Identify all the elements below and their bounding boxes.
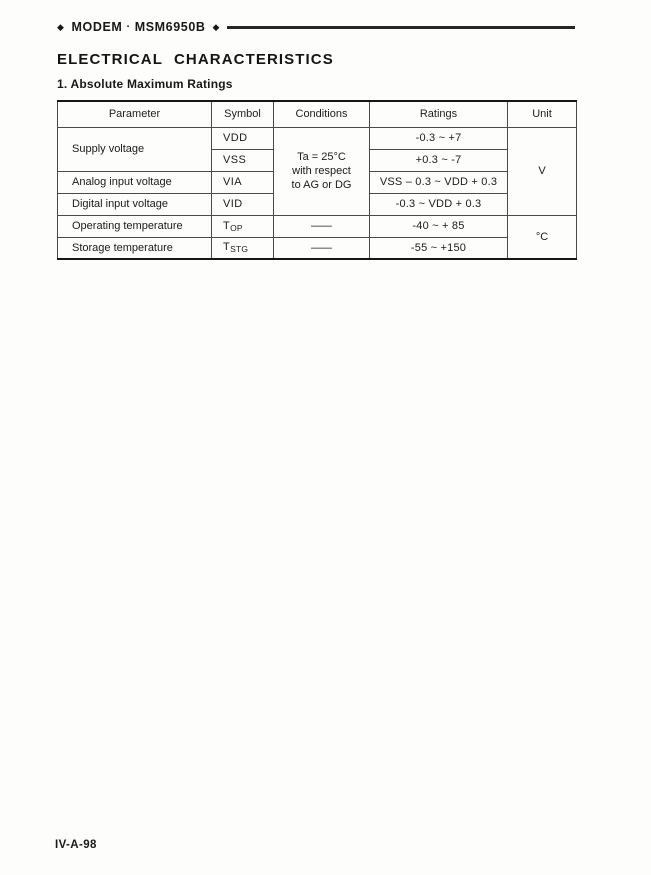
cell-symbol bbox=[212, 149, 274, 171]
symbol-subscript: STG bbox=[230, 244, 249, 255]
cell-rating: -0.3 ~ VDD + 0.3 bbox=[370, 193, 508, 215]
cell-rating: VSS – 0.3 ~ VDD + 0.3 bbox=[370, 171, 508, 193]
cell-rating: +0.3 ~ -7 bbox=[370, 149, 508, 171]
conditions-line: Ta = 25°C bbox=[297, 151, 346, 163]
page-title: ELECTRICAL CHARACTERISTICS bbox=[57, 51, 334, 68]
col-header-conditions: Conditions bbox=[274, 101, 370, 127]
cell-parameter: Storage temperature bbox=[58, 237, 212, 259]
cell-symbol bbox=[212, 215, 274, 237]
section-heading: 1. Absolute Maximum Ratings bbox=[57, 77, 233, 91]
table-row bbox=[58, 215, 577, 237]
col-header-unit: Unit bbox=[508, 101, 577, 127]
symbol-base: T bbox=[223, 219, 231, 232]
diamond-icon: ◆ bbox=[57, 22, 65, 32]
cell-parameter: Supply voltage bbox=[58, 127, 212, 171]
em-dash: — bbox=[311, 241, 332, 254]
col-header-symbol: Symbol bbox=[212, 101, 274, 127]
page-header bbox=[57, 20, 575, 34]
abs-max-ratings-table bbox=[57, 100, 577, 260]
cell-rating: -55 ~ +150 bbox=[370, 237, 508, 259]
cell-conditions bbox=[274, 127, 370, 215]
product-family: MODEM bbox=[71, 20, 123, 34]
symbol-subscript: OP bbox=[230, 222, 243, 233]
table-row bbox=[58, 127, 577, 149]
symbol-base: VID bbox=[223, 197, 243, 210]
diamond-icon: ◆ bbox=[212, 22, 221, 32]
cell-parameter: Analog input voltage bbox=[58, 171, 212, 193]
cell-unit: °C bbox=[508, 215, 577, 259]
part-number: MSM6950B bbox=[134, 20, 206, 34]
symbol-base: VSS bbox=[223, 153, 247, 166]
table-row bbox=[58, 237, 577, 259]
table-header-row bbox=[58, 101, 577, 127]
cell-conditions bbox=[274, 215, 370, 237]
cell-symbol bbox=[212, 237, 274, 259]
separator-dot: · bbox=[126, 21, 131, 33]
col-header-parameter: Parameter bbox=[58, 101, 212, 127]
cell-rating: -40 ~ + 85 bbox=[370, 215, 508, 237]
symbol-base: T bbox=[223, 241, 231, 254]
cell-parameter: Operating temperature bbox=[58, 215, 212, 237]
cell-symbol bbox=[212, 171, 274, 193]
cell-symbol bbox=[212, 193, 274, 215]
cell-symbol bbox=[212, 127, 274, 149]
col-header-ratings: Ratings bbox=[370, 101, 508, 127]
cell-unit: V bbox=[508, 127, 577, 215]
header-title bbox=[72, 20, 206, 34]
cell-conditions bbox=[274, 237, 370, 259]
symbol-base: VDD bbox=[223, 131, 248, 144]
symbol-base: VIA bbox=[223, 175, 242, 188]
page-number: IV-A-98 bbox=[55, 839, 97, 851]
conditions-line: with respect bbox=[292, 165, 351, 177]
cell-parameter: Digital input voltage bbox=[58, 193, 212, 215]
conditions-line: to AG or DG bbox=[291, 179, 352, 191]
em-dash: — bbox=[311, 220, 332, 232]
cell-rating: -0.3 ~ +7 bbox=[370, 127, 508, 149]
header-rule bbox=[227, 26, 575, 29]
